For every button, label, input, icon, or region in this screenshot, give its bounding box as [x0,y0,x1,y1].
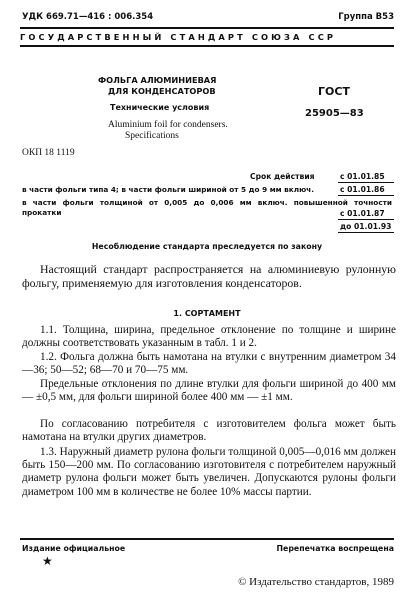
validity-rule-1 [338,182,394,183]
reprint-prohibited: Перепечатка воспрещена [276,544,394,553]
footer-rule [20,538,394,540]
paragraph-1-3: 1.3. Наружный диаметр рулона фольги толщиной 0,005—0,016 мм должен быть 150—200 мм. По согласованию изготовителя с потребителем наружный диаметр рулона фольги может быть увеличен. Допускаются рулоны фольги диаметром 100 мм в количестве не более 10% массы партии. [22,446,396,498]
okp-code: ОКП 18 1119 [22,148,75,158]
gost-label: ГОСТ [318,85,350,98]
official-edition: Издание официальное [22,544,126,553]
paragraph-agreement: По согласованию потребителя с изготовителем фольга может быть намотана на втулки других диаметров. [22,418,396,444]
paragraph-deviation: Предельные отклонения по длине втулки для фольги шириной до 400 мм — ±0,5 мм, для фольги шириной более 400 мм — ±1 мм. [22,378,396,404]
gost-number: 25905—83 [305,108,364,119]
prosecution-note: Несоблюдение стандарта преследуется по закону [91,242,323,251]
section-1-title: 1. СОРТАМЕНТ [173,309,241,318]
validity-date-2: с 01.01.86 [340,185,385,194]
title-english-1: Aluminium foil for condensers. [108,120,228,130]
paragraph-1-2: 1.2. Фольга должна быть намотана на втулки с внутренним диаметром 34—36; 50—52; 68—70 и 70—75 мм. [22,351,396,377]
title-line-2: ДЛЯ КОНДЕНСАТОРОВ [108,86,216,96]
validity-label: Срок действия [250,172,315,181]
header-top-rule [20,27,394,29]
validity-date-4: до 01.01.93 [340,222,392,231]
validity-row-3-text: в части фольги толщиной от 0,005 до 0,006 мм включ. повышенной точности прокатки [22,198,392,217]
validity-rule-4 [338,232,394,233]
validity-row-2-text: в части фольги типа 4; в части фольги шириной от 5 до 9 мм включ. [22,185,314,194]
validity-date-3: с 01.01.87 [340,209,385,218]
title-line-1: ФОЛЬГА АЛЮМИНИЕВАЯ [98,75,217,85]
title-english-2: Specifications [125,131,179,141]
validity-rule-2 [338,195,394,196]
star-icon: ★ [42,554,53,568]
intro-paragraph: Настоящий стандарт распространяется на алюминиевую рулонную фольгу, применяемую для изготовления конденсаторов. [22,262,396,290]
header-bottom-rule [20,45,394,47]
validity-rule-3 [338,219,394,220]
paragraph-1-1: 1.1. Толщина, ширина, предельное отклонение по толщине и ширине должны соответствовать указанным в табл. 1 и 2. [22,324,396,350]
copyright: © Издательство стандартов, 1989 [238,576,394,588]
group-code: Группа В53 [338,12,394,22]
udk-code: УДК 669.71—416 : 006.354 [22,12,154,22]
validity-date-1: с 01.01.85 [340,172,385,181]
title-subtitle: Технические условия [110,103,210,112]
state-standard-title: ГОСУДАРСТВЕННЫЙ СТАНДАРТ СОЮЗА ССР [20,32,337,42]
